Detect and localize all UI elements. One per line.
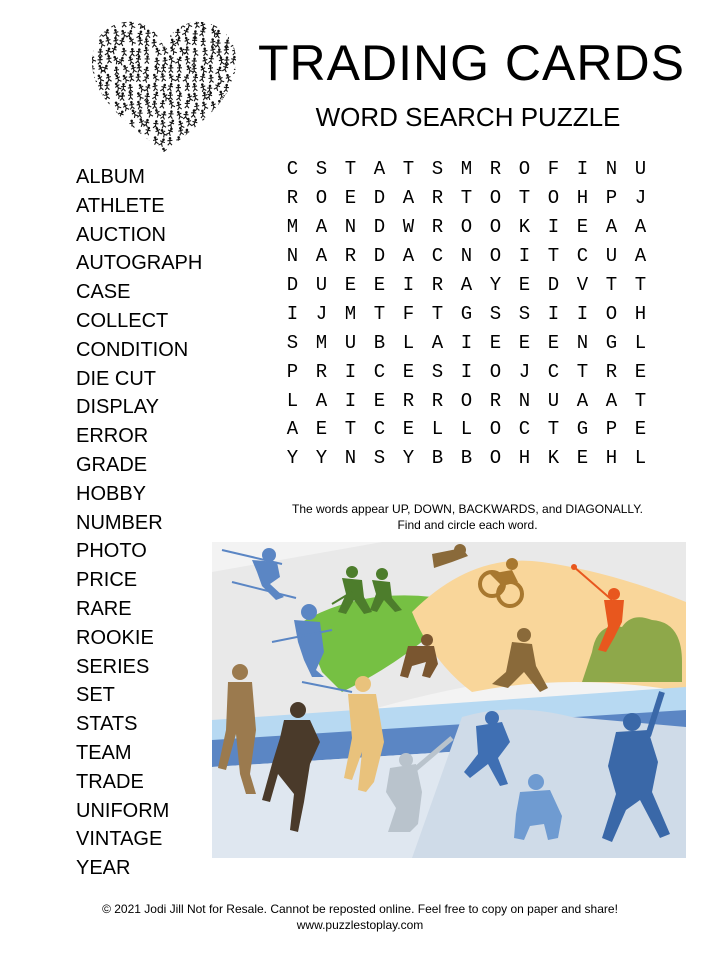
word-list-item: GRADE [76, 453, 148, 476]
grid-letter[interactable]: O [518, 158, 531, 181]
word-list [76, 163, 202, 883]
word-list-item: NUMBER [76, 511, 163, 534]
grid-letter[interactable]: H [634, 302, 647, 325]
grid-letter[interactable]: L [431, 418, 444, 441]
instructions [230, 501, 705, 533]
grid-letter[interactable]: S [315, 158, 328, 181]
grid-letter[interactable]: E [576, 216, 589, 239]
grid-letter[interactable]: U [315, 274, 328, 296]
grid-letter[interactable]: W [402, 216, 415, 239]
grid-letter[interactable]: Y [489, 274, 502, 296]
grid-letter[interactable]: L [402, 331, 415, 354]
grid-letter[interactable]: N [344, 447, 357, 470]
grid-letter[interactable]: E [634, 360, 647, 383]
grid-letter[interactable]: T [460, 187, 473, 210]
word-list-item: DIE CUT [76, 367, 156, 390]
grid-letter[interactable]: A [315, 389, 328, 412]
grid-letter[interactable]: L [286, 389, 299, 412]
grid-letter[interactable]: E [634, 418, 647, 441]
grid-letter[interactable]: I [286, 302, 299, 325]
word-list-item: AUTOGRAPH [76, 252, 203, 275]
grid-letter[interactable]: U [605, 245, 618, 268]
grid-letter[interactable]: T [547, 418, 560, 441]
grid-letter[interactable]: I [547, 216, 560, 239]
word-list-item: UNIFORM [76, 799, 170, 822]
grid-letter[interactable]: T [634, 274, 647, 296]
grid-letter[interactable]: O [547, 187, 560, 210]
grid-letter[interactable]: D [373, 245, 386, 268]
grid-letter[interactable]: J [518, 360, 531, 383]
word-list-item: CASE [76, 281, 131, 304]
grid-letter[interactable]: K [547, 447, 560, 470]
grid-letter[interactable]: M [460, 158, 473, 181]
grid-letter[interactable]: N [286, 245, 299, 268]
grid-letter[interactable]: P [605, 187, 618, 210]
grid-letter[interactable]: G [576, 418, 589, 441]
page-subtitle: WORD SEARCH PUZZLE [315, 102, 621, 132]
grid-letter[interactable]: R [431, 389, 444, 412]
grid-letter[interactable]: L [634, 331, 647, 354]
grid-letter[interactable]: T [518, 187, 531, 210]
grid-letter[interactable]: I [344, 360, 357, 383]
grid-letter[interactable]: C [431, 245, 444, 268]
word-list-item: TEAM [76, 741, 132, 764]
grid-letter[interactable]: O [605, 302, 618, 325]
grid-letter[interactable]: D [547, 274, 560, 296]
grid-letter[interactable]: T [344, 158, 357, 181]
grid-letter[interactable]: O [489, 447, 502, 470]
grid-letter[interactable]: E [518, 274, 531, 296]
grid-letter[interactable]: Y [286, 447, 299, 470]
grid-letter[interactable]: T [431, 302, 444, 325]
grid-letter[interactable]: C [373, 360, 386, 383]
grid-letter[interactable]: A [315, 245, 328, 268]
word-list-item: ALBUM [76, 166, 145, 188]
grid-letter[interactable]: E [315, 418, 328, 441]
grid-letter[interactable]: M [315, 331, 328, 354]
grid-letter[interactable]: C [547, 360, 560, 383]
grid-letter[interactable]: O [489, 245, 502, 268]
grid-letter[interactable]: E [344, 274, 357, 296]
grid-letter[interactable]: U [344, 331, 357, 354]
grid-letter[interactable]: R [489, 158, 502, 181]
grid-letter[interactable]: T [402, 158, 415, 181]
grid-letter[interactable]: A [402, 245, 415, 268]
grid-letter[interactable]: T [344, 418, 357, 441]
grid-letter[interactable]: A [431, 331, 444, 354]
grid-letter[interactable]: A [605, 216, 618, 239]
grid-letter[interactable]: C [576, 245, 589, 268]
grid-letter[interactable]: A [286, 418, 299, 441]
grid-letter[interactable]: I [576, 158, 589, 181]
grid-letter[interactable]: E [518, 331, 531, 354]
grid-letter[interactable]: C [373, 418, 386, 441]
word-list-item: RARE [76, 597, 132, 620]
grid-letter[interactable]: E [489, 331, 502, 354]
grid-letter[interactable]: J [315, 302, 328, 325]
grid-letter[interactable]: O [315, 187, 328, 210]
word-list-item: ROOKIE [76, 626, 154, 649]
grid-letter[interactable]: A [373, 158, 386, 181]
grid-letter[interactable]: H [518, 447, 531, 470]
word-list-item: STATS [76, 713, 138, 736]
instructions-line-1: The words appear UP, DOWN, BACKWARDS, and DIAGONALLY. [291, 502, 644, 516]
word-list-item: YEAR [76, 857, 131, 880]
grid-letter[interactable]: S [373, 447, 386, 470]
grid-letter[interactable]: Y [315, 447, 328, 470]
word-list-item: ATHLETE [76, 194, 165, 217]
grid-letter[interactable]: A [402, 187, 415, 210]
grid-letter[interactable]: E [402, 360, 415, 383]
grid-letter[interactable]: N [344, 216, 357, 239]
grid-letter[interactable]: R [489, 389, 502, 412]
grid-letter[interactable]: E [576, 447, 589, 470]
grid-letter[interactable]: I [402, 274, 415, 296]
grid-letter[interactable]: T [634, 389, 647, 412]
grid-letter[interactable]: R [431, 216, 444, 239]
grid-letter[interactable]: F [402, 302, 415, 325]
grid-letter[interactable]: A [634, 216, 647, 239]
grid-letter[interactable]: N [605, 158, 618, 181]
grid-letter[interactable]: D [286, 274, 299, 296]
word-list-item: AUCTION [76, 223, 166, 246]
grid-letter[interactable]: R [605, 360, 618, 383]
grid-letter[interactable]: N [576, 331, 589, 354]
sports-silhouettes-illustration [212, 542, 686, 858]
grid-letter[interactable]: R [431, 274, 444, 296]
grid-letter[interactable]: D [373, 216, 386, 239]
footer-website: www.puzzlestoplay.com [296, 918, 424, 932]
grid-letter[interactable]: B [460, 447, 473, 470]
grid-letter[interactable]: R [431, 187, 444, 210]
word-list-item: CONDITION [76, 338, 189, 361]
grid-letter[interactable]: A [634, 245, 647, 268]
grid-letter[interactable]: N [460, 245, 473, 268]
grid-letter[interactable]: E [373, 274, 386, 296]
word-list-item: VINTAGE [76, 828, 163, 851]
grid-letter[interactable]: A [315, 216, 328, 239]
grid-letter[interactable]: E [344, 187, 357, 210]
grid-letter[interactable]: E [373, 389, 386, 412]
grid-letter[interactable]: D [373, 187, 386, 210]
grid-letter[interactable]: Y [402, 447, 415, 470]
grid-letter[interactable]: O [489, 187, 502, 210]
word-list-item: DISPLAY [76, 396, 159, 419]
grid-letter[interactable]: S [431, 360, 444, 383]
grid-letter[interactable]: I [460, 360, 473, 383]
word-list-item: PHOTO [76, 540, 147, 563]
grid-letter[interactable]: M [344, 302, 357, 325]
grid-letter[interactable]: C [286, 158, 299, 181]
grid-letter[interactable]: I [460, 331, 473, 354]
word-list-item: COLLECT [76, 309, 169, 332]
instructions-line-2: Find and circle each word. [397, 518, 538, 532]
grid-letter[interactable]: U [547, 389, 560, 412]
grid-letter[interactable]: I [518, 245, 531, 268]
grid-letter[interactable]: T [373, 302, 386, 325]
letter-grid [278, 155, 655, 473]
word-list-item: SERIES [76, 655, 150, 678]
word-list-item: PRICE [76, 569, 138, 592]
grid-letter[interactable]: C [518, 418, 531, 441]
grid-letter[interactable]: O [460, 389, 473, 412]
grid-letter[interactable]: O [489, 418, 502, 441]
grid-letter[interactable]: M [286, 216, 299, 239]
word-list-item: TRADE [76, 770, 144, 793]
grid-letter[interactable]: O [489, 360, 502, 383]
grid-letter[interactable]: A [576, 389, 589, 412]
grid-letter[interactable]: R [344, 245, 357, 268]
grid-letter[interactable]: I [344, 389, 357, 412]
grid-letter[interactable]: B [373, 331, 386, 354]
grid-letter[interactable]: K [518, 216, 531, 239]
grid-letter[interactable]: O [489, 216, 502, 239]
grid-letter[interactable]: F [547, 158, 560, 181]
grid-letter[interactable]: L [634, 447, 647, 470]
grid-letter[interactable]: G [605, 331, 618, 354]
grid-letter[interactable]: R [402, 389, 415, 412]
grid-letter[interactable]: S [518, 302, 531, 325]
grid-letter[interactable]: G [460, 302, 473, 325]
grid-letter[interactable]: P [286, 360, 299, 383]
grid-letter[interactable]: I [576, 302, 589, 325]
grid-letter[interactable]: E [402, 418, 415, 441]
word-list-item: ERROR [76, 425, 149, 448]
page-title: TRADING CARDS [258, 35, 685, 91]
grid-letter[interactable]: V [576, 274, 589, 296]
grid-letter[interactable]: A [605, 389, 618, 412]
grid-letter[interactable]: I [547, 302, 560, 325]
grid-letter[interactable]: J [634, 187, 647, 210]
grid-letter[interactable]: T [576, 360, 589, 383]
grid-letter[interactable]: N [518, 389, 531, 412]
heart-of-athletes-icon [88, 18, 240, 154]
grid-letter[interactable]: H [576, 187, 589, 210]
grid-letter[interactable]: O [460, 216, 473, 239]
word-list-item: SET [76, 684, 115, 707]
grid-letter[interactable]: T [547, 245, 560, 268]
word-list-item: HOBBY [76, 482, 147, 505]
grid-letter[interactable]: A [460, 274, 473, 296]
grid-letter[interactable]: H [605, 447, 618, 470]
grid-letter[interactable]: E [547, 331, 560, 354]
grid-letter[interactable]: R [286, 187, 299, 210]
grid-letter[interactable]: S [489, 302, 502, 325]
grid-letter[interactable]: S [431, 158, 444, 181]
grid-letter[interactable]: L [460, 418, 473, 441]
grid-letter[interactable]: U [634, 158, 647, 181]
grid-letter[interactable]: B [431, 447, 444, 470]
footer-copyright: © 2021 Jodi Jill Not for Resale. Cannot be reposted online. Feel free to copy on paper and share! [102, 902, 618, 916]
footer [0, 901, 720, 933]
grid-letter[interactable]: P [605, 418, 618, 441]
grid-letter[interactable]: S [286, 331, 299, 354]
grid-letter[interactable]: R [315, 360, 328, 383]
grid-letter[interactable]: T [605, 274, 618, 296]
